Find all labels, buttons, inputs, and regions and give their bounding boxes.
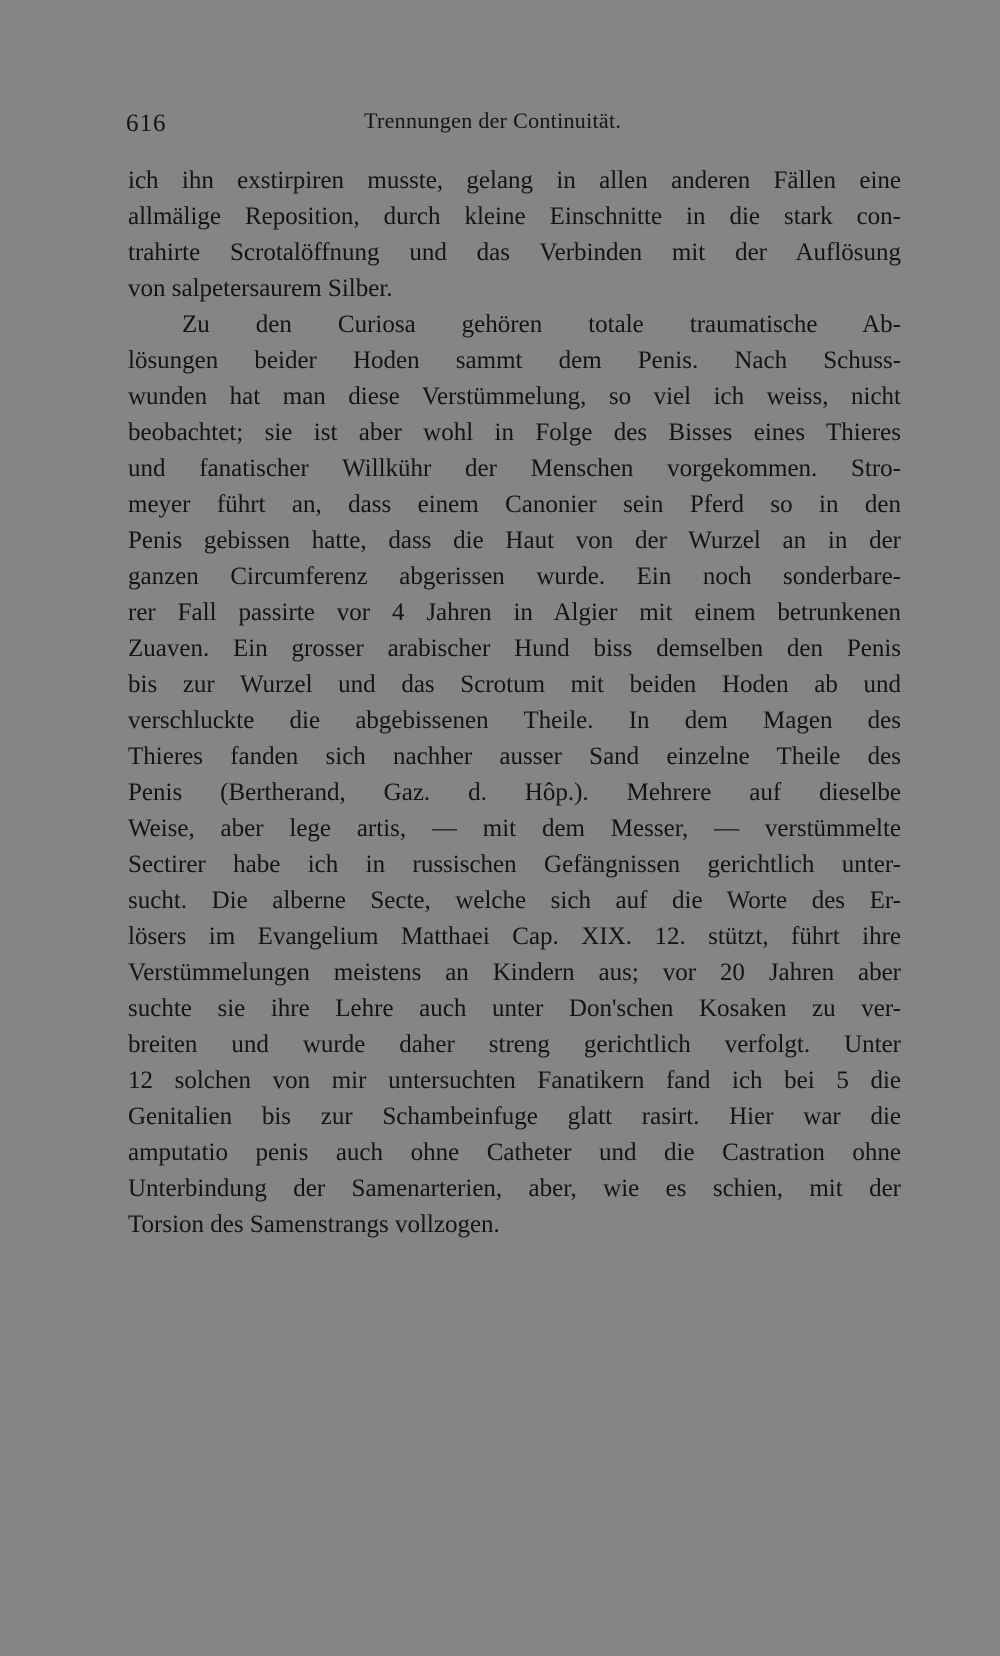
text-line: rer Fall passirte vor 4 Jahren in Algier mit einem betrunkenen [128, 599, 901, 626]
text-line: lösungen beider Hoden sammt dem Penis. Nach Schuss- [128, 347, 901, 374]
text-line: wunden hat man diese Verstümmelung, so viel ich weiss, nicht [128, 383, 901, 410]
text-line: ich ihn exstirpiren musste, gelang in allen anderen Fällen eine [128, 167, 901, 194]
text-line: und fanatischer Willkühr der Menschen vorgekommen. Stro- [128, 455, 901, 482]
text-line: bis zur Wurzel und das Scrotum mit beiden Hoden ab und [128, 671, 901, 698]
text-line: Zuaven. Ein grosser arabischer Hund biss demselben den Penis [128, 635, 901, 662]
text-line: von salpetersaurem Silber. [128, 275, 393, 302]
text-line: Genitalien bis zur Schambeinfuge glatt rasirt. Hier war die [128, 1103, 901, 1130]
text-line: Zu den Curiosa gehören totale traumatische Ab- [182, 311, 901, 338]
text-line: Verstümmelungen meistens an Kindern aus; vor 20 Jahren aber [128, 959, 901, 986]
body-text [128, 163, 901, 1243]
text-line: beobachtet; sie ist aber wohl in Folge des Bisses eines Thieres [128, 419, 901, 446]
text-line: Thieres fanden sich nachher ausser Sand einzelne Theile des [128, 743, 901, 770]
text-line: Torsion des Samenstrangs vollzogen. [128, 1211, 500, 1238]
text-line: Weise, aber lege artis, — mit dem Messer, — verstümmelte [128, 815, 901, 842]
text-line: Penis (Bertherand, Gaz. d. Hôp.). Mehrere auf dieselbe [128, 779, 901, 806]
text-line: breiten und wurde daher streng gerichtlich verfolgt. Unter [128, 1031, 901, 1058]
text-line: sucht. Die alberne Secte, welche sich auf die Worte des Er- [128, 887, 901, 914]
text-line: lösers im Evangelium Matthaei Cap. XIX. 12. stützt, führt ihre [128, 923, 901, 950]
text-line: allmälige Reposition, durch kleine Einschnitte in die stark con- [128, 203, 901, 230]
text-line: 12 solchen von mir untersuchten Fanatikern fand ich bei 5 die [128, 1067, 901, 1094]
text-line: Sectirer habe ich in russischen Gefängnissen gerichtlich unter- [128, 851, 901, 878]
running-title: Trennungen der Continuität. [364, 108, 622, 133]
text-line: ganzen Circumferenz abgerissen wurde. Ein noch sonderbare- [128, 563, 901, 590]
text-line: verschluckte die abgebissenen Theile. In dem Magen des [128, 707, 901, 734]
text-line: Penis gebissen hatte, dass die Haut von der Wurzel an in der [128, 527, 901, 554]
page-number: 616 [126, 110, 167, 137]
text-line: trahirte Scrotalöffnung und das Verbinden mit der Auflösung [128, 239, 901, 266]
text-line: meyer führt an, dass einem Canonier sein Pferd so in den [128, 491, 901, 518]
text-line: suchte sie ihre Lehre auch unter Don'schen Kosaken zu ver- [128, 995, 901, 1022]
text-line: Unterbindung der Samenarterien, aber, wie es schien, mit der [128, 1175, 901, 1202]
text-line: amputatio penis auch ohne Catheter und die Castration ohne [128, 1139, 901, 1166]
